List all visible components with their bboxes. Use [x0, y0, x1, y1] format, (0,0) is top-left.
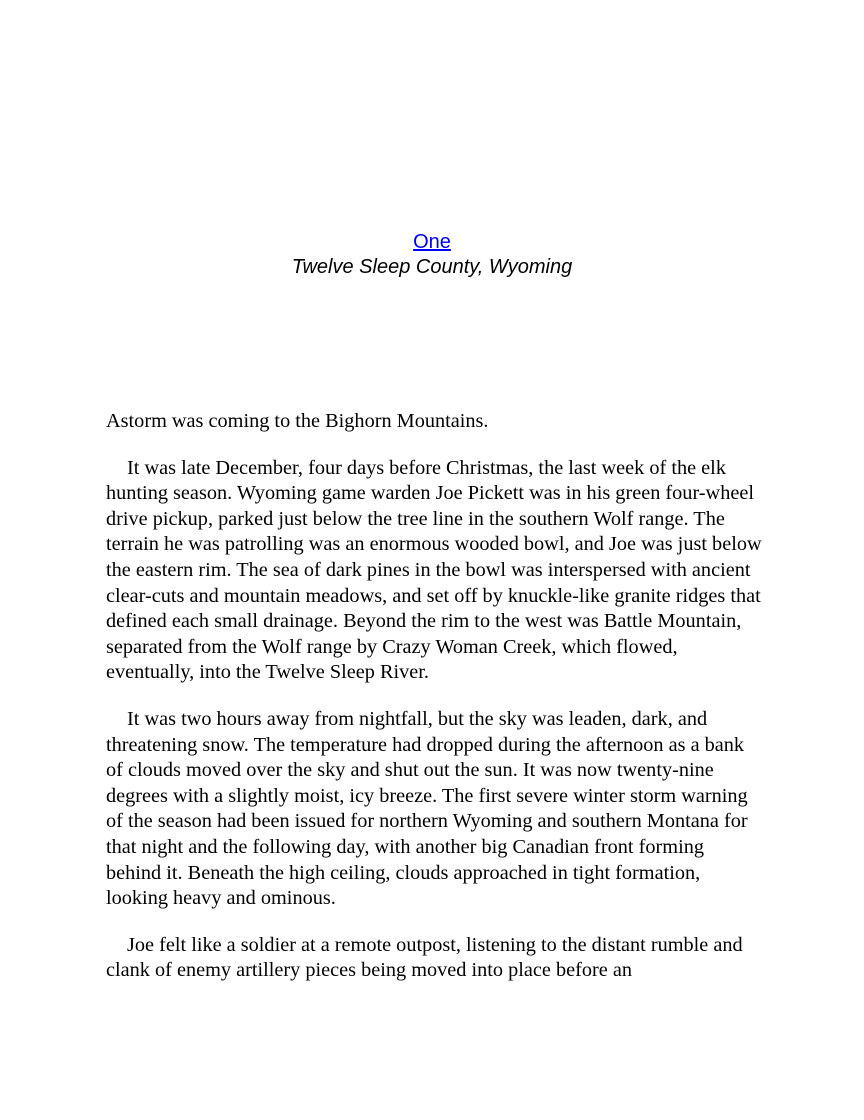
paragraph: It was late December, four days before Christmas, the last week of the elk hunting season. Wyoming game warden Joe Pickett was in his green four-wheel drive pickup, parked just below the tree line in the southern Wolf range. The terrain he was patrolling was an enormous wooded bowl, and Joe was just below the eastern rim. The sea of dark pines in the bowl was interspersed with ancient clear-cuts and mountain meadows, and set off by knuckle-like granite ridges that defined each small drainage. Beyond the rim to the west was Battle Mountain, separated from the Wolf range by Crazy Woman Creek, which flowed, eventually, into the Twelve Sleep River. — [106, 456, 762, 684]
paragraph: It was two hours away from nightfall, but the sky was leaden, dark, and threatening snow. The temperature had dropped during the afternoon as a bank of clouds moved over the sky and shut out the sun. It was now twenty-nine degrees with a slightly moist, icy breeze. The first severe winter storm warning of the season had been issued for northern Wyoming and southern Montana for that night and the following day, with another big Canadian front forming behind it. Beneath the high ceiling, clouds approached in tight formation, looking heavy and ominous. — [106, 707, 748, 910]
chapter-heading — [0, 230, 864, 280]
chapter-number-link[interactable]: One — [413, 231, 451, 253]
paragraph: Joe felt like a soldier at a remote outpost, listening to the distant rumble and clank of enemy artillery pieces being moved into place before an — [106, 933, 743, 982]
chapter-body — [106, 409, 762, 1005]
chapter-location: Twelve Sleep County, Wyoming — [291, 256, 573, 278]
paragraph-opening: Astorm was coming to the Bighorn Mountains. — [106, 410, 489, 432]
